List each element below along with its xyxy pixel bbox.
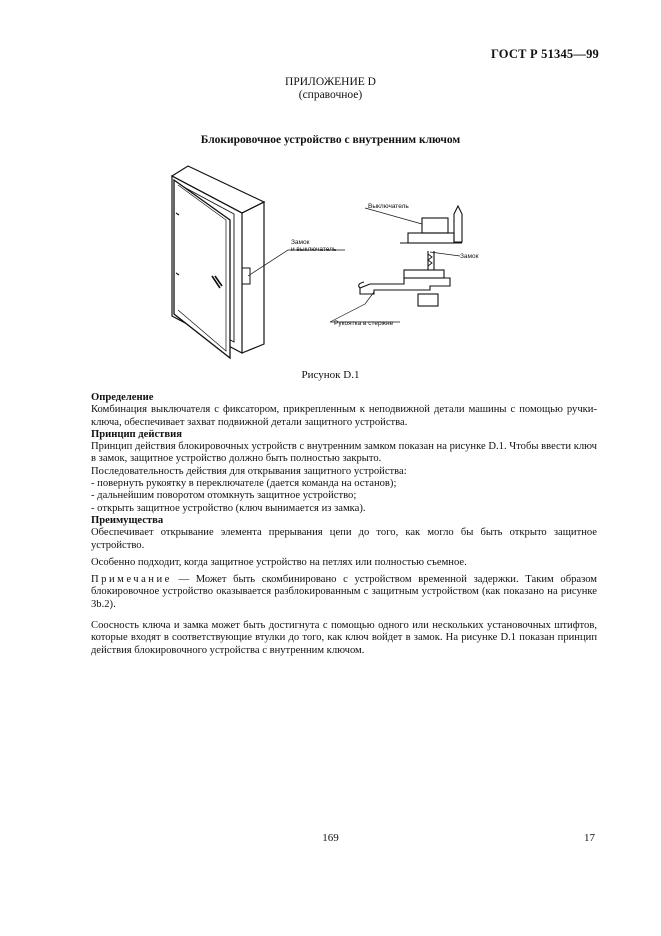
figure-d1 — [160, 158, 500, 368]
advantages-text-2: Особенно подходит, когда защитное устройство на петлях или полностью съемное. — [91, 556, 467, 568]
label-and-switch: и выключатель — [291, 246, 337, 253]
note — [91, 574, 597, 611]
sequence-intro: Последовательность действия для открывания защитного устройства: — [91, 465, 407, 477]
section-title: Блокировочное устройство с внутренним ключом — [200, 134, 461, 146]
label-lock: Замок — [291, 239, 310, 246]
sequence-item: - открыть защитное устройство (ключ вынимается из замка). — [91, 502, 366, 514]
switch-block — [422, 218, 448, 233]
appendix-title: ПРИЛОЖЕНИЕ D — [285, 76, 376, 88]
definition-text: Комбинация выключателя с фиксатором, прикрепленным к неподвижной детали машины с помощью ручки-ключа, обеспечивает захват подвижной детали защитного устройства. — [91, 404, 597, 428]
figure-caption: Рисунок D.1 — [301, 369, 360, 381]
alignment-text: Соосность ключа и замка может быть достигнута с помощью одного или нескольких установочных штифтов, которые входят в соответствующие втулки до того, как ключ войдет в замок. На рисунке D.1 показан принцип действия блокировочного устройства с внутренним ключом. — [91, 620, 597, 656]
lock-leader-line — [248, 250, 345, 276]
handle-leader — [330, 292, 400, 322]
lock-box — [242, 268, 250, 284]
handle-rod — [360, 278, 450, 294]
switch-base — [408, 233, 454, 243]
sequence-item: - дальнейшим поворотом отомкнуть защитное устройство; — [91, 490, 357, 502]
label-handle: Рукоятка в стержне — [334, 320, 394, 327]
sequence-item: - повернуть рукоятку в переключателе (дается команда на останов); — [91, 478, 397, 490]
door-panel — [174, 180, 230, 358]
appendix-subtitle: (справочное) — [298, 89, 363, 101]
body-text — [91, 392, 597, 657]
switch-leader — [365, 208, 422, 224]
cabinet-side — [242, 202, 264, 353]
advantages-heading: Преимущества — [91, 514, 164, 526]
label-latch: Замок — [460, 253, 479, 260]
principle-text: Принцип действия блокировочных устройств с внутренним замком показан на рисунке D.1. Чтобы ввести ключ в замок, защитное устройство должно быть полностью закрыто. — [91, 441, 597, 465]
note-text: — Может быть скомбинировано с устройством временной задержки. Таким образом блокировочное устройство оказывается разблокированным с защитным устройством (как показано на рисунке 3b.2). — [91, 574, 597, 610]
page-number-right: 17 — [584, 832, 595, 844]
definition-heading: Определение — [91, 392, 154, 403]
standard-header: ГОСТ Р 51345—99 — [490, 47, 599, 61]
advantages-text-1: Обеспечивает открывание элемента прерывания цепи до того, как могло бы быть открыто защитное устройство. — [91, 527, 597, 551]
appendix-heading — [0, 76, 661, 102]
latch-plate — [404, 270, 444, 278]
principle-heading: Принцип действия — [91, 428, 182, 440]
bracket — [454, 206, 462, 242]
page-number-center: 169 — [322, 832, 339, 844]
note-label: Примечание — [91, 574, 172, 586]
label-switch: Выключатель — [368, 203, 409, 210]
handle-block — [418, 294, 438, 306]
figure-d1-drawing — [160, 158, 500, 368]
